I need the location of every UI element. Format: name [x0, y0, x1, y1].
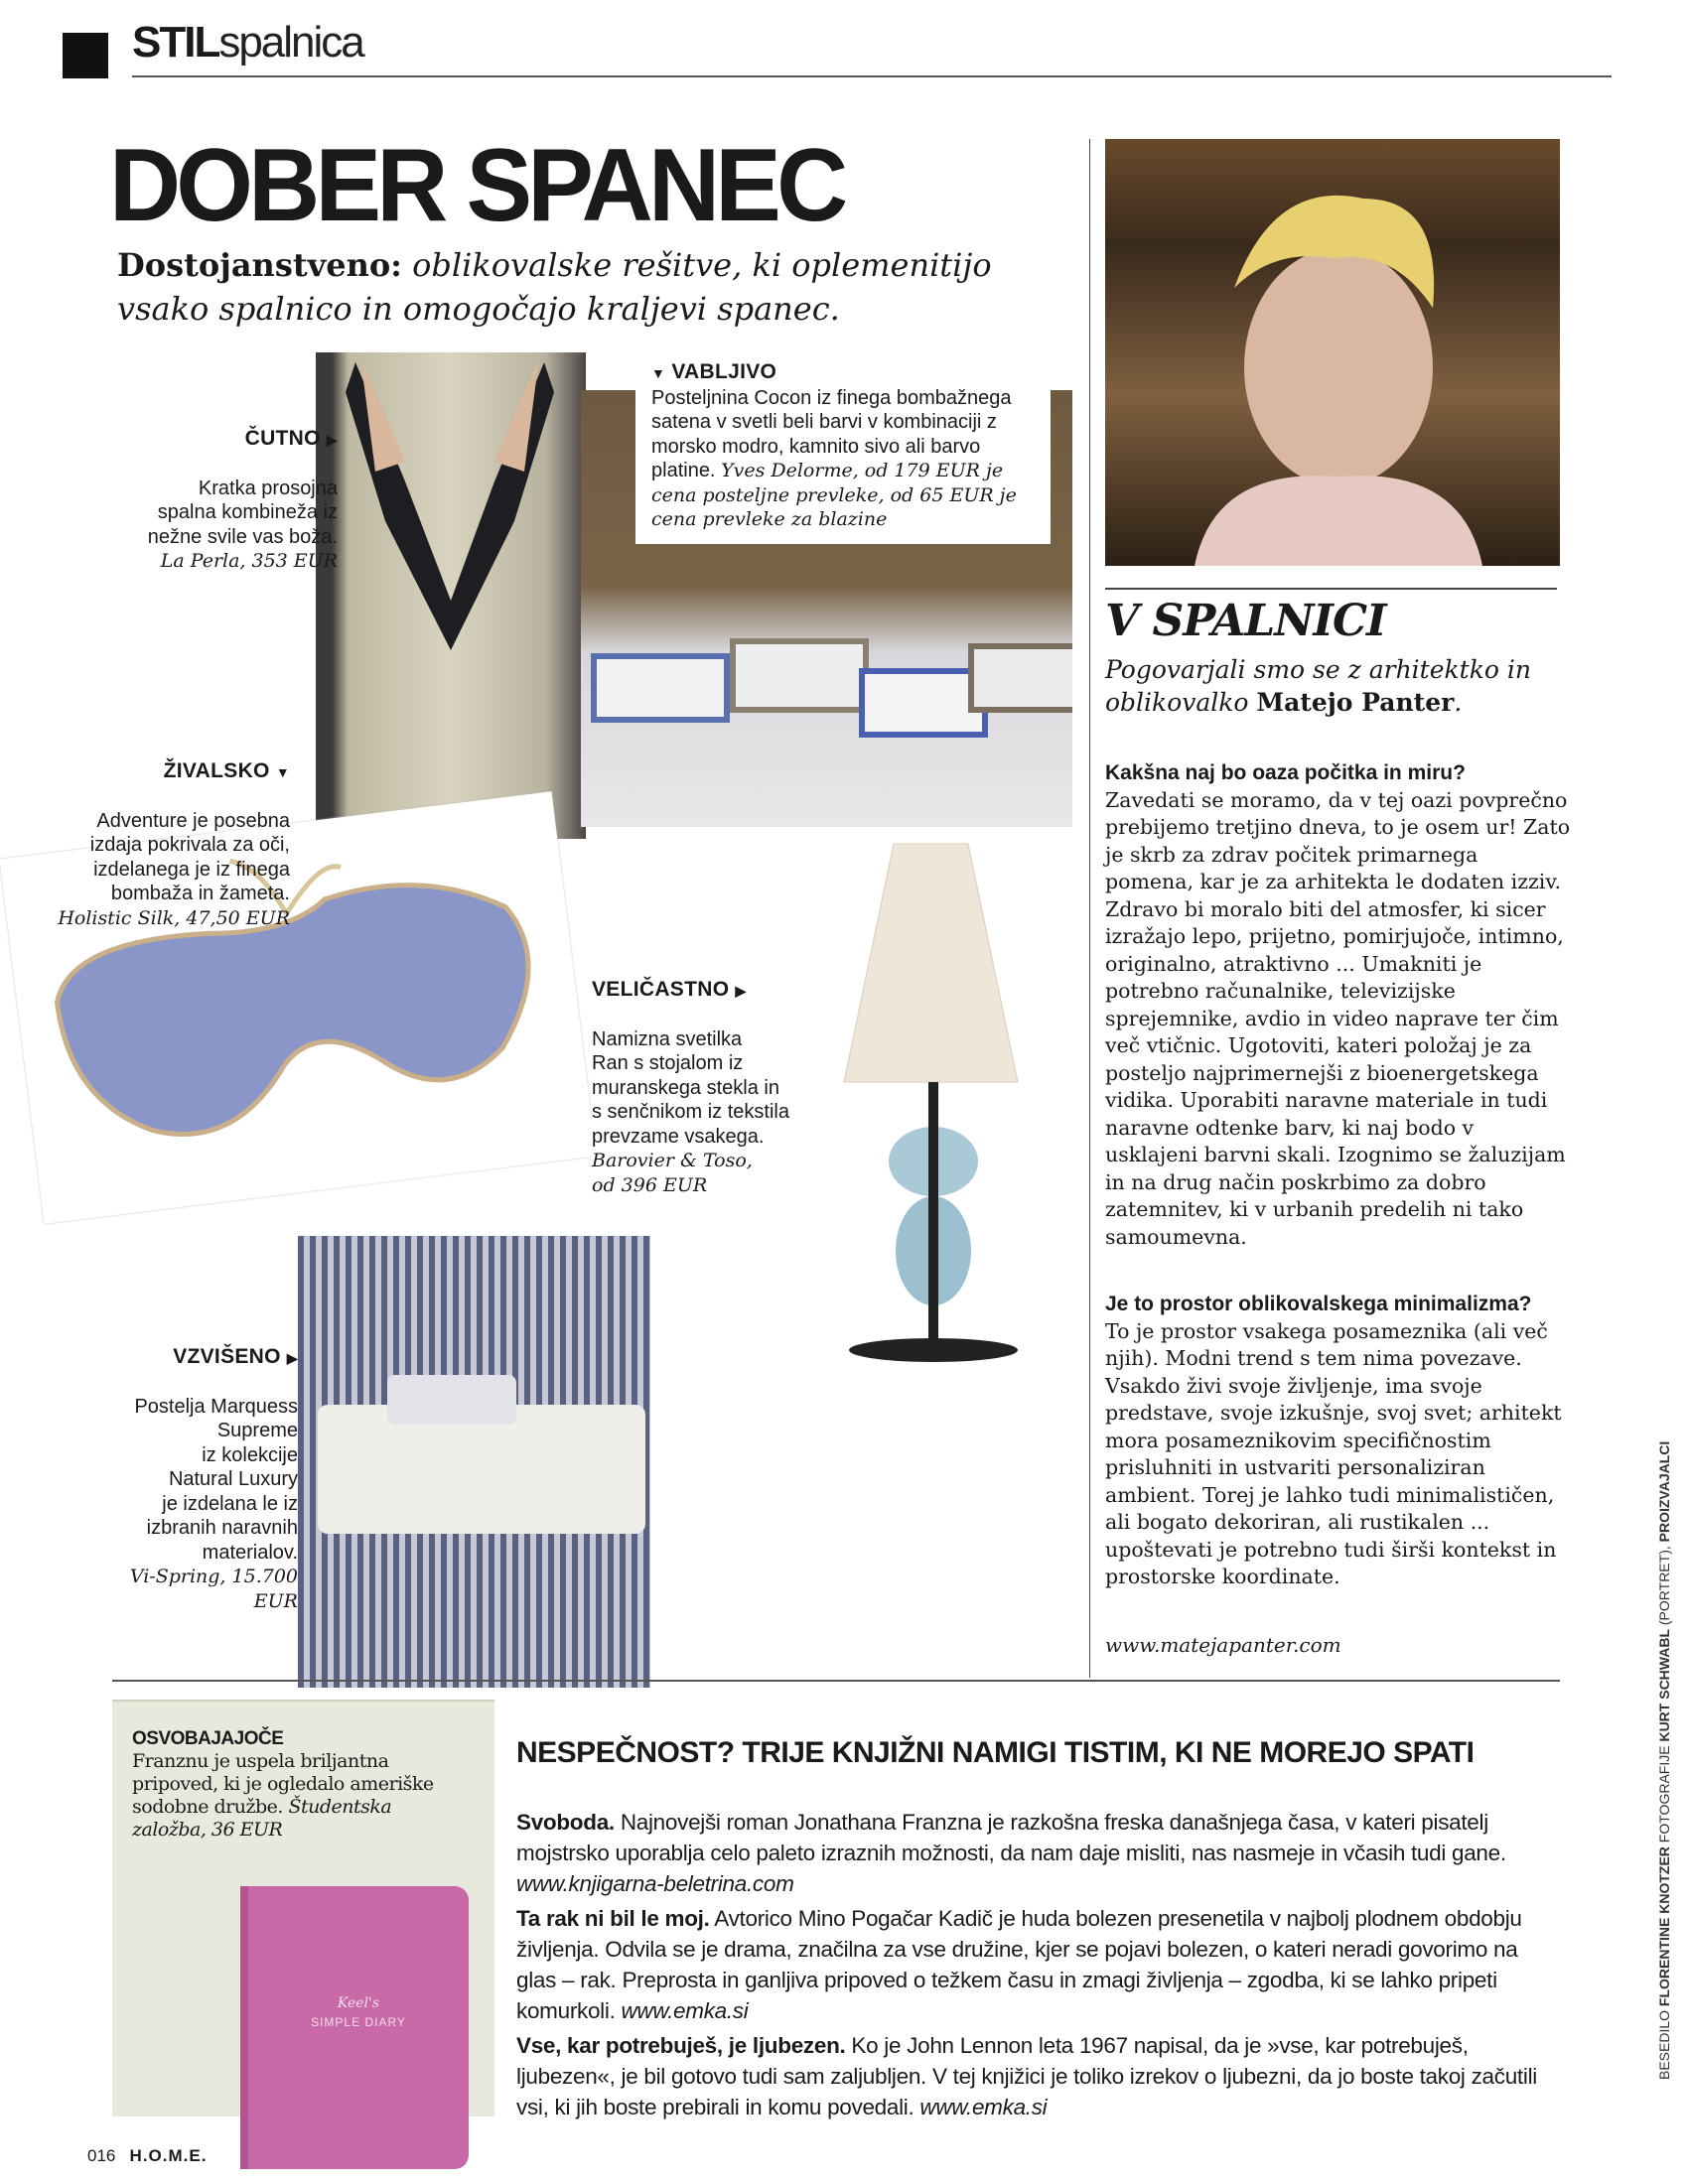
footer: [87, 2146, 207, 2166]
answer: To je prostor vsakega posameznika (ali več njih). Modni trend s tem nima povezave. Vsakdo živi svoje življenje, ima svoje predstave, svoje izkušnje, svoj svet; arhitekt mora posameznikovim specifičnostim prisluhniti in ustvariti personaliziran ambient. Torej je lahko tudi minimalističen, ali bogato dekoriran, ali rustikalen ... upoštevati je potrebno tudi širši kontekst in prostorske koordinate.: [1105, 1318, 1562, 1588]
divider: [1105, 588, 1557, 590]
interview-qa-2: [1105, 1291, 1572, 1591]
caption-vabljivo: ▼ VABLJIVO Posteljnina Cocon iz finega bombažnega satena v svetli beli barvi v kombinaciji z morsko modro, kamnito sivo ali barvo platine. Yves Delorme, od 179 EUR je cena posteljne prevleke, od 65 EUR je cena prevleke za blazine: [635, 352, 1051, 544]
interview-qa-1: [1105, 759, 1572, 1251]
book-item: Vse, kar potrebuješ, je ljubezen. Ko je John Lennon leta 1967 napisal, da je »vse, kar potrebuješ, ljubezen«, je bil gotovo tudi sam zaljubljen. V tej knjižici je toliko izrekov o ljubezni, da jo boste takoj začutili vsi, ki jih boste prebirali in komu povedali. www.emka.si: [516, 2033, 1537, 2119]
triangle-right-icon: ▶: [286, 1349, 298, 1366]
subtitle: Dostojanstveno: oblikovalske rešitve, ki oplemenitijo vsako spalnico in omogočajo kraljevi spanec.: [117, 246, 992, 328]
interview-intro: Pogovarjali smo se z arhitektko in oblikovalko Matejo Panter.: [1105, 655, 1531, 717]
triangle-right-icon: ▶: [326, 431, 338, 448]
question: Kakšna naj bo oaza počitka in miru?: [1105, 761, 1466, 784]
books-headline: NESPEČNOST? TRIJE KNJIŽNI NAMIGI TISTIM, KI NE MOREJO SPATI: [516, 1736, 1475, 1769]
website-link[interactable]: www.matejapanter.com: [1105, 1633, 1341, 1657]
lamp-image: [794, 834, 1077, 1375]
page-title: DOBER SPANEC: [109, 128, 844, 243]
book-link[interactable]: www.emka.si: [919, 2095, 1048, 2119]
caption-cutno: ČUTNO ▶ Kratka prosojna spalna kombineža iz nežne svile vas boža. La Perla, 353 EUR: [147, 426, 338, 572]
magazine-name: H.O.M.E.: [129, 2146, 208, 2165]
divider: [132, 75, 1612, 77]
caption-vzviseno: VZVIŠENO ▶ Postelja Marquess Supreme iz kolekcije Natural Luxury je izdelana le iz izbranih naravnih materialov. Vi-Spring, 15.700 EUR: [129, 1344, 298, 1612]
book-link[interactable]: www.emka.si: [621, 1998, 749, 2023]
lamp-illustration: [794, 834, 1077, 1375]
triangle-down-icon: ▼: [651, 365, 666, 381]
caption-zivalsko: ŽIVALSKO ▼ Adventure je posebna izdaja pokrivala za oči, izdelanega je iz finega bombaža in žameta. Holistic Silk, 47,50 EUR: [58, 758, 290, 929]
triangle-right-icon: ▶: [735, 982, 747, 999]
answer: Zavedati se moramo, da v tej oazi povprečno prebijemo tretjino dneva, to je osem ur! Zato je skrb za zdrav počitek primarnega pomena, kar je za arhitekta le dodaten izziv. Zdravo bi moralo biti del atmosfer, ki sicer izražajo lepo, prijetno, pomirjujoče, intimno, originalno, atraktivno ... Umakniti je potrebno računalnike, televizijske sprejemnike, avdio in video naprave ter čim več vtičnic. Ugotoviti, kateri položaj je za posteljo najprimernejši z bioenergetskega vidika. Uporabiti naravne materiale in tudi naravne odtenke barv, ki naj bodo v usklajeni barvni skali. Izognimo se žaluzijam in na drug način poskrbimo za dobro zatemnitev, ki v urbanih predelih ni tako samoumevna.: [1105, 787, 1571, 1249]
nightgown-image: [316, 352, 586, 839]
triangle-down-icon: ▼: [275, 763, 290, 780]
caption-heading: ▼ VABLJIVO: [651, 360, 777, 383]
book-item: Ta rak ni bil le moj. Avtorico Mino Pogačar Kadič je huda bolezen presenetila v najbolj plodnem obdobju življenja. Odvila se je drama, značilna za vse družine, kjer se pojavi bolezen, o kateri neradi govorimo na glas – rak. Preprosta in ganljiva pripoved o težkem času in zmagi življenja – zgodba, ki se lahko pripeti komurkoli. www.emka.si: [516, 1906, 1522, 2023]
book-sidebar: OSVOBAJAJOČE Franznu je uspela briljantna pripoved, ki je ogledalo ameriške sodobne družbe. Študentska založba, 36 EUR: [112, 1700, 494, 2116]
bed-image: [298, 1236, 650, 1688]
section-marker: [63, 33, 108, 78]
diary-book-image: Keel's SIMPLE DIARY: [248, 1886, 469, 2169]
book-link[interactable]: www.knjigarna-beletrina.com: [516, 1871, 794, 1896]
column-divider: [1089, 139, 1090, 1678]
book-list: [516, 1807, 1544, 2122]
portrait-photo: [1105, 139, 1560, 566]
divider: [112, 1680, 1560, 1682]
sidebar-heading: OSVOBAJAJOČE: [132, 1728, 284, 1749]
question: Je to prostor oblikovalskega minimalizma?: [1105, 1293, 1532, 1315]
book-item: Svoboda. Najnovejši roman Jonathana Franzna je razkošna freska današnjega časa, v kateri pisatelj mojstrsko uporablja celo paleto izraznih možnosti, da nam daje misliti, nas nasmeje in včasih tudi gane. www.knjigarna-beletrina.com: [516, 1810, 1506, 1896]
photo-credits: BESEDILO FLORENTINE KNOTZER FOTOGRAFIJE KURT SCHWABL (PORTRET), PROIZVAJALCI: [1656, 1440, 1672, 2080]
page-number: 016: [87, 2146, 116, 2165]
caption-velicastno: VELIČASTNO ▶ Namizna svetilka Ran s stojalom iz muranskega stekla in s senčnikom iz tekstila prevzame vsakega. Barovier & Toso, od 396 EUR: [592, 953, 810, 1222]
interview-title: V SPALNICI: [1105, 596, 1386, 646]
section-title: STILspalnica: [132, 18, 363, 67]
